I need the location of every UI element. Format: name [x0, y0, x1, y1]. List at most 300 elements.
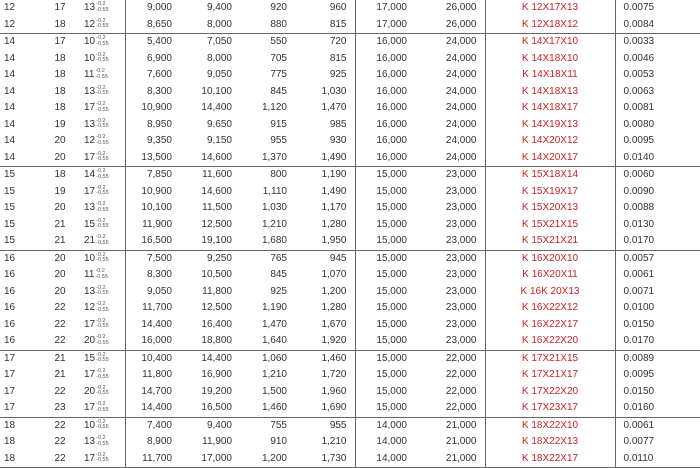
fatigue-load-2-cell — [295, 84, 355, 101]
static-load-cell — [180, 67, 240, 84]
static-load-cell — [180, 84, 240, 101]
bore-diameter-value: 18 — [4, 452, 16, 464]
speed-grease-value: 14,000 — [376, 452, 407, 464]
speed-grease-value: 15,000 — [376, 185, 407, 197]
fatigue-load-cell — [240, 67, 295, 84]
fatigue-load-value: 845 — [270, 269, 287, 281]
width-value: 10 — [84, 52, 96, 64]
outer-diameter-value: 21 — [54, 369, 66, 381]
dynamic-load-cell — [125, 284, 180, 301]
designation-cell — [485, 451, 615, 468]
table-row — [0, 0, 700, 17]
fatigue-load-cell — [240, 400, 295, 417]
dynamic-load-value: 9,000 — [146, 2, 172, 14]
fatigue-load-value: 915 — [270, 118, 287, 130]
tolerance-upper: -0.2 — [96, 201, 106, 208]
width-tolerance — [96, 19, 109, 30]
mass-value: 0.0077 — [623, 436, 655, 448]
fatigue-load-cell — [240, 250, 295, 267]
width-cell — [80, 384, 125, 401]
dynamic-load-cell — [125, 117, 180, 134]
table-row — [0, 51, 700, 68]
designation-cell — [485, 300, 615, 317]
bore-diameter-value: 16 — [4, 285, 16, 297]
speed-oil-value: 24,000 — [445, 52, 477, 64]
fatigue-load-cell — [240, 84, 295, 101]
mass-value: 0.0150 — [623, 318, 655, 330]
bore-diameter-value: 15 — [4, 185, 16, 197]
designation-cell — [485, 167, 615, 184]
fatigue-load-2-cell — [295, 34, 355, 51]
fatigue-load-2-cell — [295, 300, 355, 317]
dynamic-load-cell — [125, 451, 180, 468]
speed-oil-value: 24,000 — [445, 69, 477, 81]
fatigue-load-2-cell — [295, 267, 355, 284]
width-tolerance — [96, 86, 109, 97]
fatigue-load-value: 1,120 — [261, 102, 287, 114]
speed-grease-value: 15,000 — [376, 318, 407, 330]
width-value: 10 — [84, 419, 96, 431]
mass-value: 0.0080 — [623, 118, 655, 130]
static-load-value: 16,500 — [201, 402, 232, 414]
outer-diameter-cell — [40, 250, 80, 267]
speed-oil-cell — [415, 117, 485, 134]
speed-grease-cell — [355, 167, 415, 184]
width-cell — [80, 284, 125, 301]
speed-grease-cell — [355, 267, 415, 284]
bore-diameter-cell — [0, 284, 40, 301]
outer-diameter-value: 20 — [54, 135, 66, 147]
tolerance-upper: -0.2 — [96, 451, 106, 458]
tolerance-lower: -0.55 — [96, 306, 109, 313]
mass-value: 0.0100 — [623, 302, 655, 314]
dynamic-load-value: 7,400 — [146, 419, 172, 431]
fatigue-load-cell — [240, 17, 295, 34]
speed-grease-cell — [355, 117, 415, 134]
designation-cell — [485, 100, 615, 117]
table-row — [0, 367, 700, 384]
dynamic-load-cell — [125, 317, 180, 334]
designation-value: K 16X20X10 — [521, 252, 579, 264]
static-load-value: 14,600 — [201, 185, 232, 197]
speed-grease-cell — [355, 417, 415, 434]
speed-oil-cell — [415, 67, 485, 84]
designation-value: K 17X21X17 — [521, 369, 579, 381]
speed-grease-cell — [355, 184, 415, 201]
outer-diameter-value: 20 — [54, 151, 66, 163]
tolerance-upper: -0.2 — [96, 84, 106, 91]
fatigue-load-cell — [240, 0, 295, 17]
speed-grease-value: 16,000 — [376, 69, 407, 81]
fatigue-load-cell — [240, 34, 295, 51]
mass-value: 0.0130 — [623, 218, 655, 230]
fatigue-load-2-value: 1,200 — [321, 285, 347, 297]
fatigue-load-2-value: 1,490 — [321, 151, 347, 163]
bore-diameter-cell — [0, 267, 40, 284]
dynamic-load-value: 7,600 — [146, 69, 172, 81]
mass-value: 0.0095 — [623, 369, 655, 381]
speed-oil-value: 23,000 — [445, 169, 477, 181]
tolerance-lower: -0.55 — [96, 206, 109, 213]
static-load-value: 10,100 — [201, 85, 232, 97]
speed-grease-cell — [355, 400, 415, 417]
tolerance-lower: -0.55 — [95, 73, 108, 80]
bore-diameter-cell — [0, 34, 40, 51]
static-load-value: 14,600 — [201, 151, 232, 163]
static-load-value: 9,400 — [206, 2, 232, 14]
width-cell — [80, 451, 125, 468]
outer-diameter-value: 19 — [54, 185, 66, 197]
speed-grease-value: 15,000 — [376, 402, 407, 414]
bore-diameter-value: 12 — [4, 18, 16, 30]
designation-value: K 14X20X17 — [521, 151, 579, 163]
speed-oil-cell — [415, 51, 485, 68]
designation-value: K 14X19X13 — [521, 118, 579, 130]
tolerance-upper: -0.2 — [96, 368, 106, 375]
speed-oil-value: 24,000 — [445, 118, 477, 130]
outer-diameter-cell — [40, 267, 80, 284]
mass-value: 0.0046 — [623, 52, 655, 64]
speed-grease-cell — [355, 367, 415, 384]
dynamic-load-value: 5,400 — [146, 36, 172, 48]
width-cell — [80, 84, 125, 101]
width-tolerance — [96, 319, 109, 330]
width-tolerance — [96, 186, 109, 197]
outer-diameter-value: 18 — [54, 18, 66, 30]
speed-oil-value: 21,000 — [445, 436, 477, 448]
bore-diameter-value: 17 — [4, 352, 16, 364]
outer-diameter-cell — [40, 367, 80, 384]
speed-grease-cell — [355, 133, 415, 150]
mass-value: 0.0095 — [623, 135, 655, 147]
speed-grease-value: 16,000 — [376, 52, 407, 64]
mass-value: 0.0063 — [623, 85, 655, 97]
bore-diameter-cell — [0, 451, 40, 468]
bore-diameter-value: 18 — [4, 419, 16, 431]
table-row — [0, 100, 700, 117]
width-cell — [80, 184, 125, 201]
outer-diameter-cell — [40, 417, 80, 434]
static-load-cell — [180, 34, 240, 51]
bore-diameter-value: 16 — [4, 302, 16, 314]
bore-diameter-value: 15 — [4, 169, 16, 181]
mass-cell — [615, 17, 700, 34]
mass-value: 0.0061 — [623, 419, 655, 431]
designation-cell — [485, 317, 615, 334]
outer-diameter-value: 22 — [54, 436, 66, 448]
width-value: 17 — [84, 318, 96, 330]
tolerance-upper: -0.2 — [96, 1, 106, 8]
dynamic-load-cell — [125, 400, 180, 417]
outer-diameter-value: 22 — [54, 452, 66, 464]
width-tolerance — [96, 302, 109, 313]
bore-diameter-value: 14 — [4, 69, 16, 81]
width-value: 13 — [84, 202, 96, 214]
static-load-value: 11,900 — [202, 436, 232, 448]
width-cell — [80, 17, 125, 34]
static-load-cell — [180, 367, 240, 384]
table-row — [0, 233, 700, 250]
static-load-value: 7,050 — [206, 36, 232, 48]
dynamic-load-value: 10,400 — [141, 352, 172, 364]
fatigue-load-value: 775 — [270, 69, 287, 81]
bore-diameter-value: 16 — [4, 318, 16, 330]
width-cell — [80, 233, 125, 250]
fatigue-load-cell — [240, 117, 295, 134]
speed-grease-cell — [355, 284, 415, 301]
speed-oil-cell — [415, 333, 485, 350]
table-row — [0, 434, 700, 451]
fatigue-load-2-cell — [295, 417, 355, 434]
speed-grease-cell — [355, 317, 415, 334]
table-row — [0, 34, 700, 51]
static-load-value: 17,000 — [201, 452, 232, 464]
designation-value: K 18X22X17 — [521, 452, 579, 464]
designation-value: K 12X18X12 — [521, 18, 579, 30]
static-load-value: 12,500 — [201, 302, 232, 314]
table-row — [0, 184, 700, 201]
mass-value: 0.0081 — [623, 102, 655, 114]
speed-oil-cell — [415, 250, 485, 267]
width-cell — [80, 317, 125, 334]
fatigue-load-value: 1,370 — [261, 151, 287, 163]
mass-cell — [615, 117, 700, 134]
static-load-value: 12,500 — [201, 218, 232, 230]
bore-diameter-cell — [0, 350, 40, 367]
bore-diameter-value: 16 — [4, 335, 16, 347]
dynamic-load-cell — [125, 67, 180, 84]
fatigue-load-2-cell — [295, 434, 355, 451]
fatigue-load-value: 1,470 — [261, 318, 287, 330]
bore-diameter-value: 14 — [4, 102, 16, 114]
mass-cell — [615, 34, 700, 51]
bore-diameter-cell — [0, 233, 40, 250]
tolerance-upper: -0.2 — [96, 284, 106, 291]
tolerance-upper: -0.2 — [96, 150, 106, 157]
static-load-value: 16,400 — [201, 318, 232, 330]
outer-diameter-value: 22 — [54, 302, 66, 314]
designation-cell — [485, 184, 615, 201]
outer-diameter-value: 19 — [54, 118, 66, 130]
dynamic-load-cell — [125, 150, 180, 167]
bore-diameter-value: 14 — [4, 118, 16, 130]
width-value: 17 — [84, 102, 96, 114]
table-row — [0, 117, 700, 134]
outer-diameter-value: 17 — [54, 2, 66, 14]
speed-grease-value: 15,000 — [376, 252, 407, 264]
speed-grease-cell — [355, 434, 415, 451]
fatigue-load-cell — [240, 300, 295, 317]
bore-diameter-cell — [0, 100, 40, 117]
static-load-cell — [180, 184, 240, 201]
designation-value: K 15X21X21 — [521, 235, 579, 247]
speed-grease-value: 15,000 — [376, 369, 407, 381]
tolerance-lower: -0.55 — [96, 339, 109, 346]
outer-diameter-cell — [40, 200, 80, 217]
width-tolerance — [96, 286, 109, 297]
bore-diameter-value: 17 — [4, 402, 16, 414]
dynamic-load-cell — [125, 267, 180, 284]
fatigue-load-value: 755 — [270, 419, 287, 431]
outer-diameter-value: 23 — [54, 402, 66, 414]
speed-oil-cell — [415, 150, 485, 167]
speed-oil-value: 23,000 — [445, 235, 477, 247]
designation-value: K 17X21X15 — [521, 352, 579, 364]
fatigue-load-cell — [240, 367, 295, 384]
speed-grease-cell — [355, 17, 415, 34]
outer-diameter-cell — [40, 284, 80, 301]
tolerance-upper: -0.2 — [96, 401, 106, 408]
bore-diameter-cell — [0, 400, 40, 417]
mass-cell — [615, 284, 700, 301]
static-load-value: 9,650 — [206, 118, 232, 130]
static-load-cell — [180, 117, 240, 134]
bore-diameter-cell — [0, 67, 40, 84]
fatigue-load-value: 1,500 — [261, 385, 287, 397]
tolerance-upper: -0.2 — [95, 268, 105, 275]
width-value: 17 — [84, 369, 96, 381]
tolerance-lower: -0.55 — [96, 223, 109, 230]
outer-diameter-cell — [40, 34, 80, 51]
speed-oil-value: 26,000 — [445, 18, 477, 30]
designation-value: K 17X22X20 — [521, 385, 579, 397]
width-cell — [80, 400, 125, 417]
tolerance-lower: -0.55 — [96, 190, 109, 197]
static-load-cell — [180, 250, 240, 267]
speed-grease-cell — [355, 217, 415, 234]
fatigue-load-cell — [240, 200, 295, 217]
fatigue-load-2-cell — [295, 51, 355, 68]
mass-cell — [615, 417, 700, 434]
width-tolerance — [96, 202, 109, 213]
designation-cell — [485, 400, 615, 417]
bore-diameter-cell — [0, 200, 40, 217]
width-value: 17 — [84, 151, 96, 163]
speed-grease-cell — [355, 333, 415, 350]
tolerance-upper: -0.2 — [96, 35, 106, 42]
mass-value: 0.0110 — [623, 452, 654, 464]
width-cell — [80, 150, 125, 167]
width-tolerance — [95, 269, 108, 280]
speed-oil-cell — [415, 84, 485, 101]
mass-value: 0.0170 — [623, 235, 655, 247]
fatigue-load-2-value: 1,920 — [321, 335, 347, 347]
speed-oil-value: 23,000 — [445, 302, 477, 314]
static-load-value: 11,500 — [202, 202, 232, 214]
tolerance-lower: -0.55 — [96, 123, 109, 130]
speed-grease-cell — [355, 34, 415, 51]
speed-oil-cell — [415, 217, 485, 234]
bore-diameter-value: 14 — [4, 36, 16, 48]
tolerance-lower: -0.55 — [96, 406, 109, 413]
mass-value: 0.0140 — [623, 151, 655, 163]
dynamic-load-value: 11,800 — [142, 369, 172, 381]
tolerance-upper: -0.2 — [96, 251, 106, 258]
outer-diameter-cell — [40, 117, 80, 134]
speed-oil-cell — [415, 417, 485, 434]
designation-cell — [485, 367, 615, 384]
static-load-value: 9,400 — [206, 419, 232, 431]
bore-diameter-cell — [0, 367, 40, 384]
outer-diameter-cell — [40, 51, 80, 68]
mass-cell — [615, 400, 700, 417]
bore-diameter-value: 14 — [4, 135, 16, 147]
designation-value: K 14X18X17 — [521, 102, 579, 114]
designation-cell — [485, 133, 615, 150]
static-load-value: 8,000 — [206, 18, 232, 30]
tolerance-upper: -0.2 — [96, 418, 106, 425]
speed-grease-value: 17,000 — [376, 18, 407, 30]
fatigue-load-2-value: 960 — [329, 2, 347, 14]
designation-cell — [485, 267, 615, 284]
outer-diameter-cell — [40, 167, 80, 184]
mass-cell — [615, 233, 700, 250]
mass-cell — [615, 150, 700, 167]
speed-grease-value: 15,000 — [376, 302, 407, 314]
outer-diameter-cell — [40, 317, 80, 334]
dynamic-load-value: 7,850 — [146, 169, 172, 181]
width-tolerance — [96, 420, 109, 431]
bore-diameter-cell — [0, 217, 40, 234]
mass-value: 0.0053 — [623, 69, 655, 81]
tolerance-lower: -0.55 — [96, 323, 109, 330]
width-cell — [80, 300, 125, 317]
tolerance-upper: -0.2 — [95, 68, 105, 75]
speed-oil-cell — [415, 133, 485, 150]
dynamic-load-value: 16,500 — [141, 235, 172, 247]
outer-diameter-value: 22 — [54, 385, 66, 397]
designation-value: K 15X21X15 — [521, 218, 579, 230]
fatigue-load-cell — [240, 434, 295, 451]
static-load-cell — [180, 451, 240, 468]
outer-diameter-value: 18 — [54, 52, 66, 64]
width-value: 17 — [84, 402, 96, 414]
table-row — [0, 267, 700, 284]
fatigue-load-value: 705 — [270, 52, 287, 64]
fatigue-load-value: 1,030 — [261, 202, 287, 214]
tolerance-lower: -0.55 — [96, 357, 109, 364]
bore-diameter-cell — [0, 384, 40, 401]
width-tolerance — [96, 219, 109, 230]
width-cell — [80, 434, 125, 451]
width-cell — [80, 100, 125, 117]
fatigue-load-value: 1,460 — [261, 402, 287, 414]
bore-diameter-cell — [0, 184, 40, 201]
speed-oil-value: 23,000 — [445, 185, 477, 197]
designation-value: K 14X18X10 — [521, 52, 579, 64]
bore-diameter-cell — [0, 84, 40, 101]
dynamic-load-cell — [125, 17, 180, 34]
outer-diameter-value: 21 — [54, 218, 66, 230]
dynamic-load-value: 9,350 — [146, 135, 172, 147]
speed-grease-cell — [355, 350, 415, 367]
width-cell — [80, 350, 125, 367]
mass-cell — [615, 51, 700, 68]
fatigue-load-2-value: 815 — [329, 52, 347, 64]
table-row — [0, 200, 700, 217]
table-row — [0, 384, 700, 401]
table-row — [0, 350, 700, 367]
speed-grease-cell — [355, 150, 415, 167]
mass-cell — [615, 350, 700, 367]
mass-cell — [615, 250, 700, 267]
dynamic-load-cell — [125, 133, 180, 150]
speed-oil-cell — [415, 384, 485, 401]
speed-grease-value: 16,000 — [376, 85, 407, 97]
speed-oil-cell — [415, 434, 485, 451]
static-load-cell — [180, 17, 240, 34]
speed-grease-value: 17,000 — [376, 2, 407, 14]
